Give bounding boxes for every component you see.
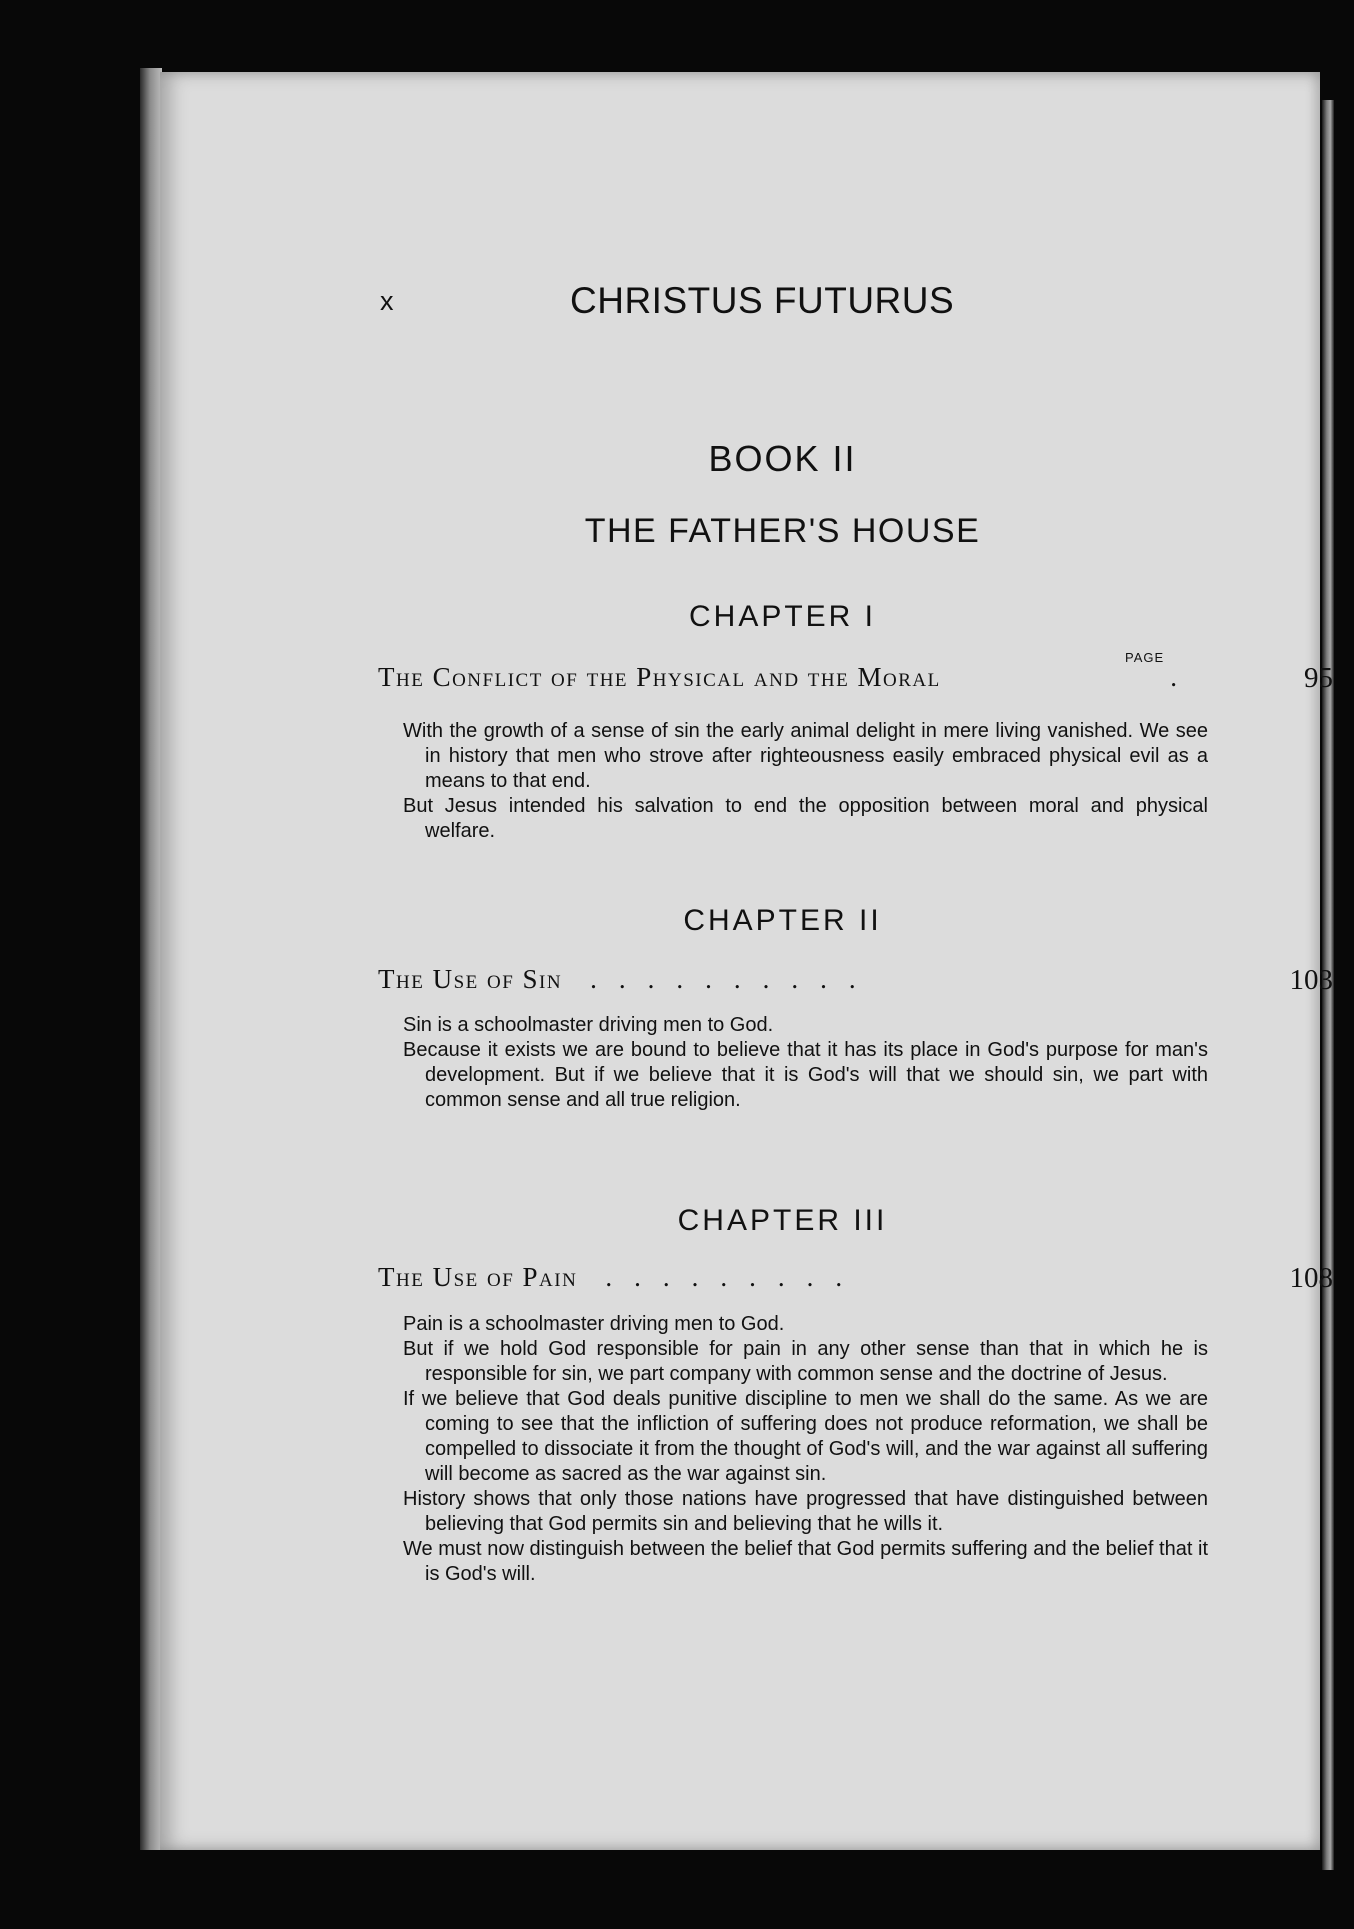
entry-page-number: 95 — [1304, 662, 1333, 694]
book-number: BOOK II — [708, 438, 857, 479]
page-spine-edge — [140, 68, 162, 1850]
entry-page-number: 108 — [1289, 1262, 1333, 1294]
dot-leader: . — [1170, 662, 1199, 692]
entry-title: The Use of Pain — [378, 1262, 578, 1292]
contents-entry — [378, 1262, 1333, 1302]
summary-paragraph: Because it exists we are bound to believe that it has its place in God's purpose for man's development. But if we believe that it is God's will that we should sin, we part with common sense and all true religion. — [403, 1039, 1208, 1111]
book-title: THE FATHER'S HOUSE — [584, 512, 981, 550]
summary-paragraph: With the growth of a sense of sin the early animal delight in mere living vanished. We see in history that men who strove after righteousness easily embraced physical evil as a means to that end. — [403, 720, 1208, 792]
entry-title: The Use of Sin — [378, 964, 563, 994]
chapter-heading: CHAPTER II — [683, 904, 882, 937]
summary-paragraph: Sin is a schoolmaster driving men to God. — [403, 1014, 774, 1036]
running-head — [160, 280, 1320, 330]
summary-paragraph: But Jesus intended his salvation to end the opposition between moral and physical welfare. — [403, 795, 1208, 842]
chapter-summary — [403, 1312, 1208, 1587]
summary-paragraph: If we believe that God deals punitive discipline to men we shall do the same. As we are coming to see that the infliction of suffering does not produce reformation, we shall be compelled to dissociate it from the thought of God's will, and the war against all suffering will become as sacred as the war against sin. — [403, 1388, 1208, 1485]
contents-entry — [378, 964, 1333, 1004]
dot-leader: .......... — [590, 964, 878, 994]
summary-paragraph: Pain is a schoolmaster driving men to God. — [403, 1313, 785, 1335]
page-column-label: PAGE — [1125, 650, 1165, 665]
summary-paragraph: History shows that only those nations have progressed that have distinguished between believing that God permits sin and believing that he wills it. — [403, 1488, 1208, 1535]
book-page — [160, 72, 1333, 1850]
entry-title: The Conflict of the Physical and the Moral — [378, 662, 941, 692]
entry-page-number: 103 — [1289, 964, 1333, 996]
page-folio: x — [380, 286, 394, 316]
chapter-heading: CHAPTER I — [688, 600, 877, 633]
dot-leader: ......... — [605, 1262, 865, 1292]
running-title: CHRISTUS FUTURUS — [570, 280, 955, 321]
chapter-summary — [403, 1013, 1208, 1113]
summary-paragraph: We must now distinguish between the belief that God permits suffering and the belief that it is God's will. — [403, 1538, 1208, 1585]
chapter-heading: CHAPTER III — [677, 1204, 888, 1237]
contents-entry — [378, 662, 1333, 702]
summary-paragraph: But if we hold God responsible for pain in any other sense than that in which he is responsible for sin, we part company with common sense and the doctrine of Jesus. — [403, 1338, 1208, 1385]
chapter-summary — [403, 719, 1208, 844]
